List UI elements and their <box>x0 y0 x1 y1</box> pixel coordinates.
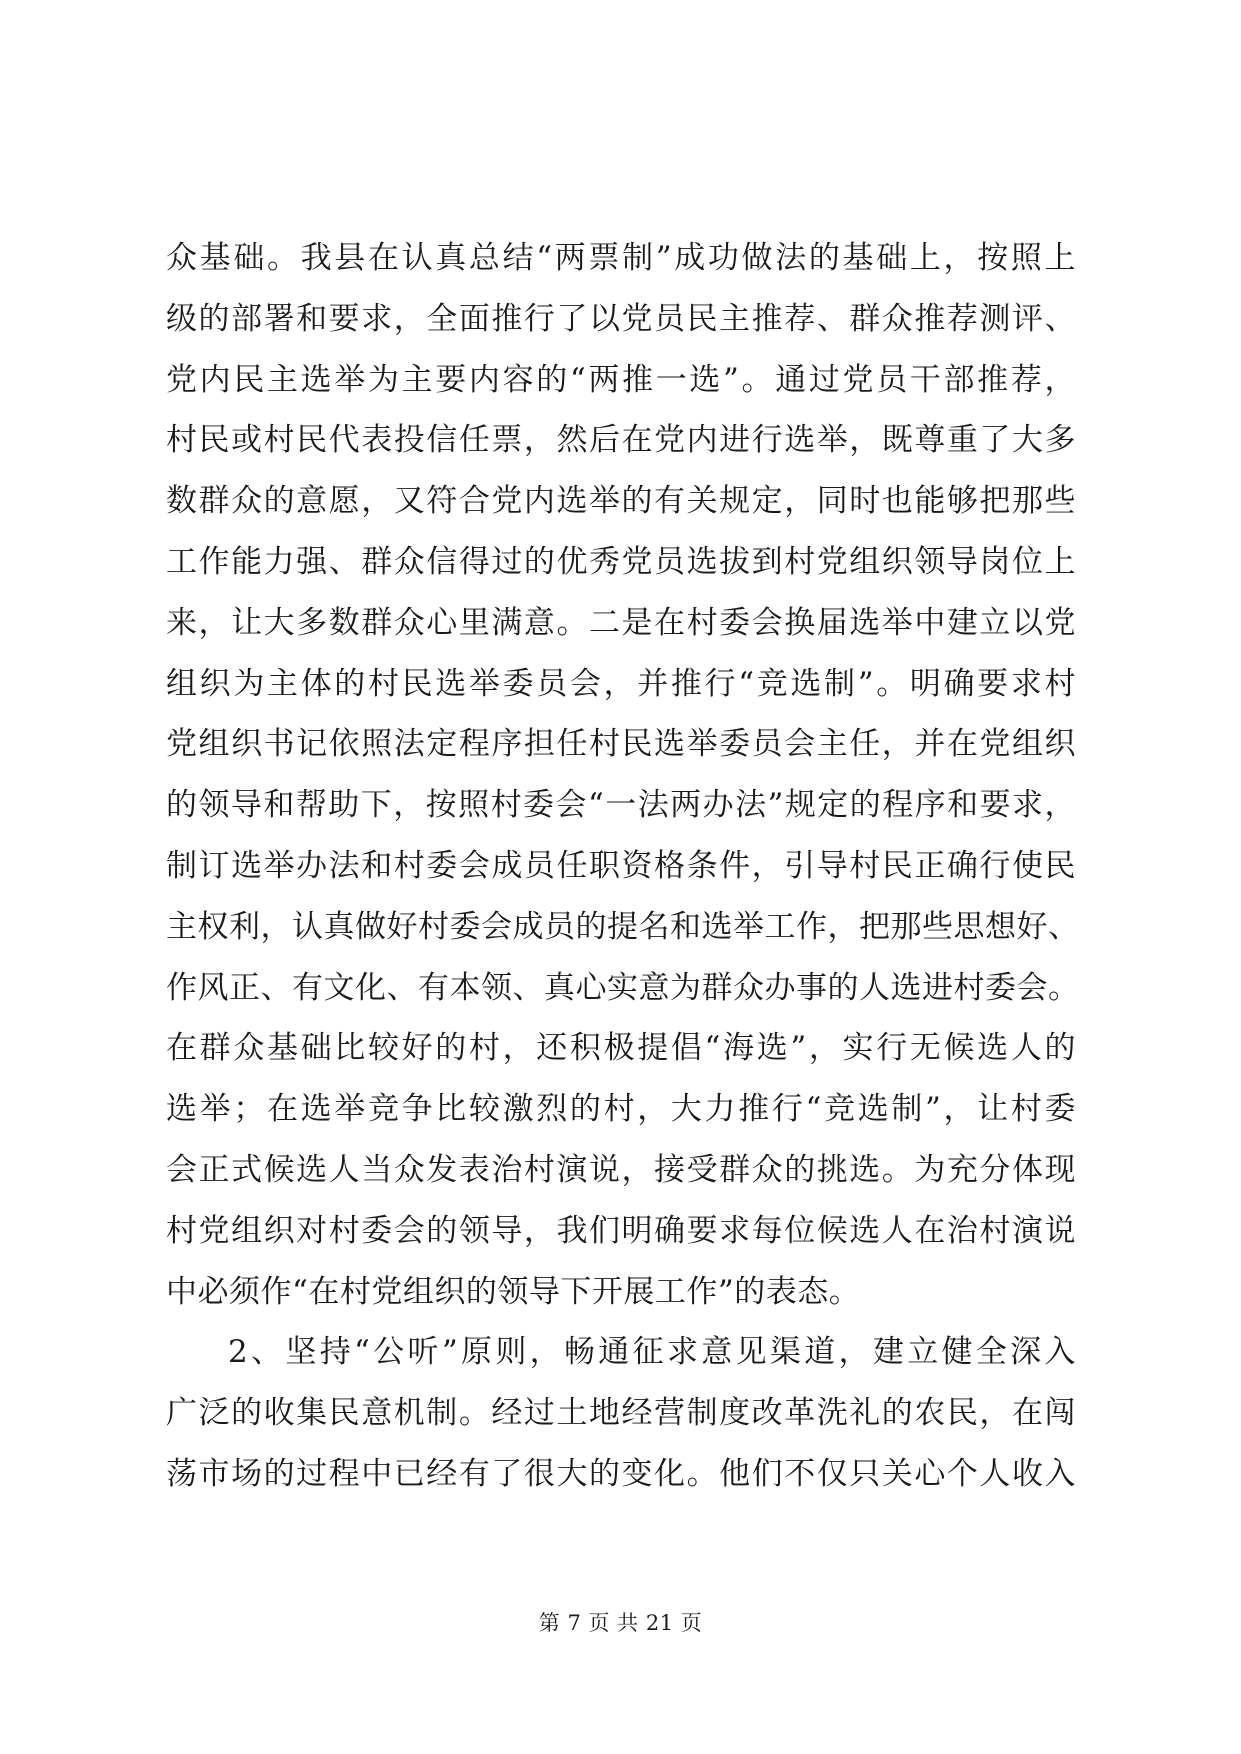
text-line: 村党组织对村委会的领导，我们明确要求每位候选人在治村演说 <box>166 1212 1076 1249</box>
text-line: 村民或村民代表投信任票，然后在党内进行选举，既尊重了大多 <box>166 422 1076 459</box>
text-line: 的领导和帮助下，按照村委会“一法两办法”规定的程序和要求， <box>166 787 1076 824</box>
text-line: 荡市场的过程中已经有了很大的变化。他们不仅只关心个人收入 <box>166 1455 1076 1492</box>
text-line: 在群众基础比较好的村，还积极提倡“海选”，实行无候选人的 <box>166 1030 1076 1067</box>
text-line: 作风正、有文化、有本领、真心实意为群众办事的人选进村委会。 <box>166 969 1080 1006</box>
text-line: 广泛的收集民意机制。经过土地经营制度改革洗礼的农民，在闯 <box>166 1395 1076 1432</box>
text-line: 组织为主体的村民选举委员会，并推行“竞选制”。明确要求村 <box>166 665 1076 702</box>
page-number-footer: 第 7 页 共 21 页 <box>538 1611 703 1635</box>
paragraph-start-line: 2、坚持“公听”原则，畅通征求意见渠道，建立健全深入 <box>228 1334 1076 1371</box>
text-line: 主权利，认真做好村委会成员的提名和选举工作，把那些思想好、 <box>166 908 1080 945</box>
text-line: 会正式候选人当众发表治村演说，接受群众的挑选。为充分体现 <box>166 1151 1076 1188</box>
text-line: 级的部署和要求，全面推行了以党员民主推荐、群众推荐测评、 <box>166 300 1076 337</box>
body-text <box>166 228 1080 1505</box>
text-line: 制订选举办法和村委会成员任职资格条件，引导村民正确行使民 <box>166 847 1076 884</box>
paragraph-end-line: 中必须作“在村党组织的领导下开展工作”的表态。 <box>166 1273 861 1310</box>
text-line: 来，让大多数群众心里满意。二是在村委会换届选举中建立以党 <box>166 604 1076 641</box>
text-line: 数群众的意愿，又符合党内选举的有关规定，同时也能够把那些 <box>166 483 1076 520</box>
text-line: 党组织书记依照法定程序担任村民选举委员会主任，并在党组织 <box>166 726 1076 763</box>
text-line: 众基础。我县在认真总结“两票制”成功做法的基础上，按照上 <box>166 240 1076 276</box>
text-line: 党内民主选举为主要内容的“两推一选”。通过党员干部推荐， <box>166 361 1076 398</box>
text-line: 选举；在选举竞争比较激烈的村，大力推行“竞选制”，让村委 <box>166 1091 1076 1128</box>
text-line: 工作能力强、群众信得过的优秀党员选拔到村党组织领导岗位上 <box>166 543 1076 580</box>
